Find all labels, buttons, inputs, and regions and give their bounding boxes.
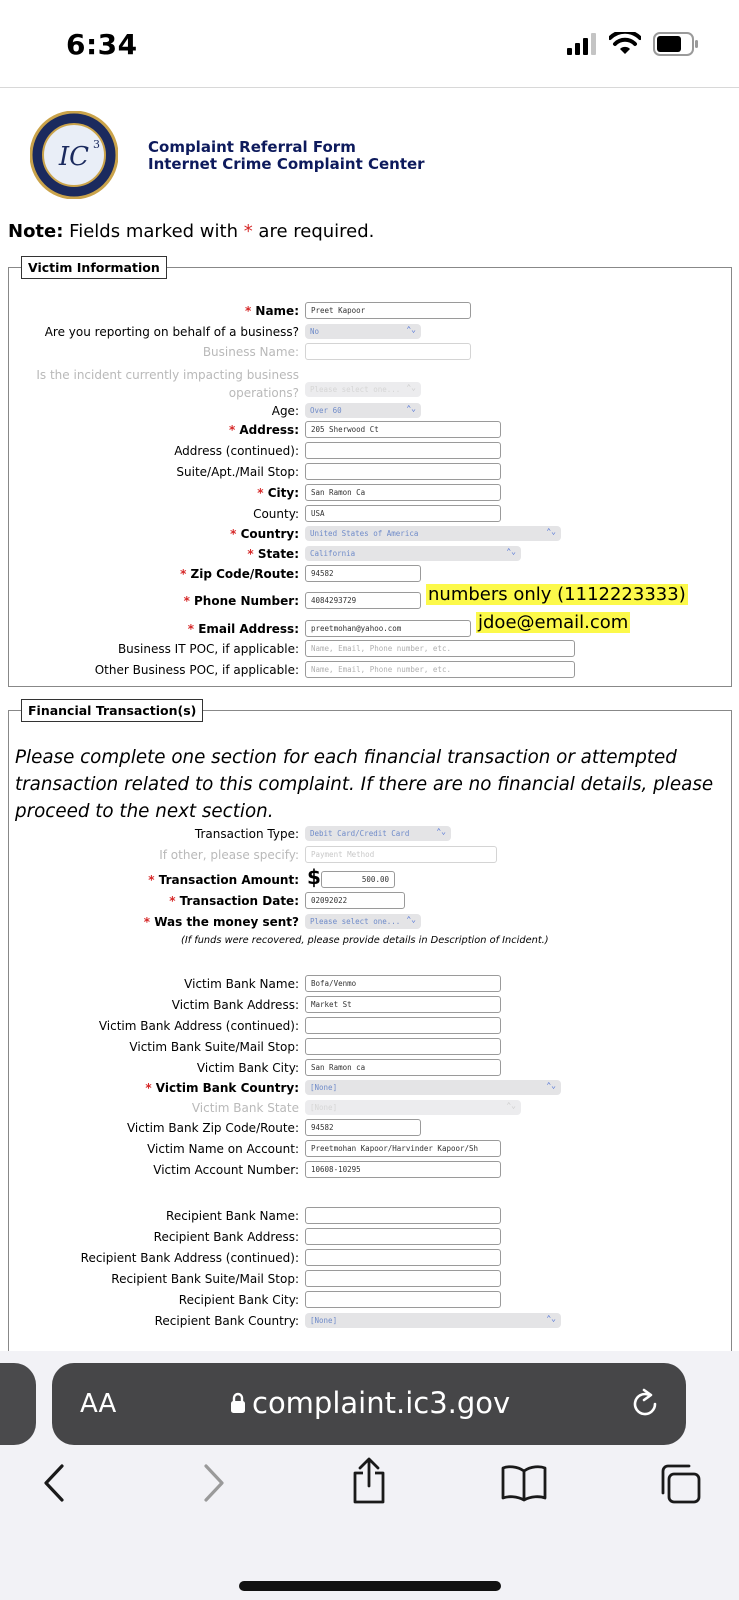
vbank-state-select[interactable]: [None] ⌃⌄ xyxy=(305,1100,521,1115)
rbank-address2-input[interactable] xyxy=(305,1249,501,1266)
status-icons xyxy=(567,32,699,56)
page-header xyxy=(30,111,720,201)
chevron-updown-icon: ⌃⌄ xyxy=(406,404,416,413)
url-text: complaint.ic3.gov xyxy=(252,1386,511,1420)
field-rbank-address: Recipient Bank Address: xyxy=(9,1228,733,1248)
rbank-country-select[interactable]: [None] ⌃⌄ xyxy=(305,1313,561,1328)
browser-nav-bar xyxy=(0,1463,739,1533)
field-transaction-type: Transaction Type: Debit Card/Credit Card ⌃⌄ xyxy=(9,825,733,845)
address-bar[interactable] xyxy=(52,1363,686,1445)
country-select[interactable]: United States of America ⌃⌄ xyxy=(305,526,561,541)
field-vbank-country: * Victim Bank Country: [None] ⌃⌄ xyxy=(9,1079,733,1099)
money-sent-select[interactable]: Please select one... ⌃⌄ xyxy=(305,914,421,929)
back-icon[interactable] xyxy=(40,1463,70,1503)
lock-icon xyxy=(230,1392,246,1414)
other-poc-input[interactable]: Name, Email, Phone number, etc. xyxy=(305,661,575,678)
status-bar xyxy=(0,0,739,88)
funds-recovered-note: (If funds were recovered, please provide details in Description of Incident.) xyxy=(181,935,549,946)
rbank-city-input[interactable] xyxy=(305,1291,501,1308)
it-poc-input[interactable]: Name, Email, Phone number, etc. xyxy=(305,640,575,657)
field-country: * Country: United States of America ⌃⌄ xyxy=(9,525,733,545)
reader-options-button[interactable]: AA xyxy=(80,1389,117,1419)
reload-icon[interactable] xyxy=(628,1387,662,1421)
victim-account-number-input[interactable]: 10608-10295 xyxy=(305,1161,501,1178)
field-money-sent: * Was the money sent? Please select one... ⌃⌄ xyxy=(9,913,733,933)
field-zip: * Zip Code/Route: 94582 xyxy=(9,565,733,585)
svg-text:IC: IC xyxy=(58,142,90,172)
field-vbank-address2: Victim Bank Address (continued): xyxy=(9,1017,733,1037)
web-page xyxy=(0,89,739,1351)
address-input[interactable]: 205 Sherwood Ct xyxy=(305,421,501,438)
url-display[interactable] xyxy=(230,1386,510,1420)
field-rbank-suite: Recipient Bank Suite/Mail Stop: xyxy=(9,1270,733,1290)
home-indicator xyxy=(239,1581,501,1591)
city-input[interactable]: San Ramon Ca xyxy=(305,484,501,501)
field-county: County: USA xyxy=(9,505,733,525)
chevron-updown-icon: ⌃⌄ xyxy=(406,383,416,392)
field-vbank-suite: Victim Bank Suite/Mail Stop: xyxy=(9,1038,733,1058)
svg-text:3: 3 xyxy=(93,138,100,151)
rbank-suite-input[interactable] xyxy=(305,1270,501,1287)
field-rbank-address2: Recipient Bank Address (continued): xyxy=(9,1249,733,1269)
financial-transactions-section xyxy=(8,703,732,1351)
field-other-type: If other, please specify: Payment Method xyxy=(9,846,733,866)
field-vbank-state: Victim Bank State [None] ⌃⌄ xyxy=(9,1099,733,1119)
note-text: Fields marked with xyxy=(63,221,244,242)
section-instructions: Please complete one section for each financial transaction or attempted transaction related to this complaint. If there are no financial details, please proceed to the next section. xyxy=(15,747,714,822)
phone-format-hint: numbers only (1112223333) xyxy=(428,584,686,605)
page-title xyxy=(148,139,425,173)
cellular-signal-icon xyxy=(567,33,597,55)
currency-symbol: $ xyxy=(307,865,321,889)
required-note xyxy=(8,221,374,242)
field-other-poc: Other Business POC, if applicable: Name, Email, Phone number, etc. xyxy=(9,661,733,681)
field-rbank-city: Recipient Bank City: xyxy=(9,1291,733,1311)
field-address2: Address (continued): xyxy=(9,442,733,462)
vbank-address-input[interactable]: Market St xyxy=(305,996,501,1013)
title-line-2: Internet Crime Complaint Center xyxy=(148,155,425,173)
business-name-input[interactable] xyxy=(305,343,471,360)
field-vbank-city: Victim Bank City: San Ramon ca xyxy=(9,1059,733,1079)
field-age: Age: Over 60 ⌃⌄ xyxy=(9,402,733,422)
bookmarks-icon[interactable] xyxy=(500,1463,548,1503)
field-address: * Address: 205 Sherwood Ct xyxy=(9,421,733,441)
county-input[interactable]: USA xyxy=(305,505,501,522)
safari-toolbar xyxy=(0,1351,739,1600)
field-rbank-name: Recipient Bank Name: xyxy=(9,1207,733,1227)
vbank-suite-input[interactable] xyxy=(305,1038,501,1055)
chevron-updown-icon: ⌃⌄ xyxy=(546,1314,556,1323)
rbank-name-input[interactable] xyxy=(305,1207,501,1224)
phone-input[interactable]: 4084293729 xyxy=(305,592,421,609)
field-name: * Name: Preet Kapoor xyxy=(9,302,733,322)
chevron-updown-icon: ⌃⌄ xyxy=(506,1101,516,1110)
field-business-name: Business Name: xyxy=(9,343,733,363)
vbank-city-input[interactable]: San Ramon ca xyxy=(305,1059,501,1076)
section-legend: Victim Information xyxy=(21,256,167,279)
age-select[interactable]: Over 60 ⌃⌄ xyxy=(305,403,421,418)
field-victim-account-name: Victim Name on Account: Preetmohan Kapoor/Harvinder Kapoor/Sh xyxy=(9,1140,733,1160)
vbank-address2-input[interactable] xyxy=(305,1017,501,1034)
ic3-seal-logo xyxy=(30,111,118,199)
wifi-icon xyxy=(609,32,641,56)
share-icon[interactable] xyxy=(350,1457,388,1505)
victim-info-section xyxy=(8,260,732,687)
transaction-type-select[interactable]: Debit Card/Credit Card ⌃⌄ xyxy=(305,826,451,841)
note-text-end: are required. xyxy=(252,221,375,242)
amount-input[interactable]: 500.00 xyxy=(321,871,395,888)
note-prefix: Note: xyxy=(8,221,64,242)
vbank-zip-input[interactable]: 94582 xyxy=(305,1119,421,1136)
chevron-updown-icon: ⌃⌄ xyxy=(546,1081,556,1090)
name-input[interactable]: Preet Kapoor xyxy=(305,302,471,319)
chevron-updown-icon: ⌃⌄ xyxy=(406,325,416,334)
email-input[interactable]: preetmohan@yahoo.com xyxy=(305,620,471,637)
field-victim-account-number: Victim Account Number: 10608-10295 xyxy=(9,1161,733,1181)
field-vbank-zip: Victim Bank Zip Code/Route: 94582 xyxy=(9,1119,733,1139)
field-it-poc: Business IT POC, if applicable: Name, Email, Phone number, etc. xyxy=(9,640,733,660)
field-amount: * Transaction Amount: $ 500.00 xyxy=(9,871,733,891)
required-star: * xyxy=(243,221,253,242)
field-phone: * Phone Number: 4084293729 numbers only (1112223333) xyxy=(183,584,686,608)
field-behalf: Are you reporting on behalf of a business? No ⌃⌄ xyxy=(9,323,733,343)
tabs-icon[interactable] xyxy=(658,1463,702,1505)
field-suite: Suite/Apt./Mail Stop: xyxy=(9,463,733,483)
chevron-updown-icon: ⌃⌄ xyxy=(436,827,446,836)
address2-input[interactable] xyxy=(305,442,501,459)
field-date: * Transaction Date: 02092022 xyxy=(9,892,733,912)
behalf-select[interactable]: No ⌃⌄ xyxy=(305,324,421,339)
suite-input[interactable] xyxy=(305,463,501,480)
chevron-updown-icon: ⌃⌄ xyxy=(406,915,416,924)
field-email: * Email Address: preetmohan@yahoo.com jdoe@email.com xyxy=(187,612,629,636)
victim-account-name-input[interactable]: Preetmohan Kapoor/Harvinder Kapoor/Sh xyxy=(305,1140,501,1157)
other-type-input[interactable]: Payment Method xyxy=(305,846,497,863)
date-input[interactable]: 02092022 xyxy=(305,892,405,909)
chevron-updown-icon: ⌃⌄ xyxy=(506,547,516,556)
section-legend: Financial Transaction(s) xyxy=(21,699,203,722)
field-vbank-name: Victim Bank Name: Bofa/Venmo xyxy=(9,975,733,995)
forward-icon[interactable] xyxy=(198,1463,228,1503)
field-state: * State: California ⌃⌄ xyxy=(9,545,733,565)
vbank-country-select[interactable]: [None] ⌃⌄ xyxy=(305,1080,561,1095)
battery-icon xyxy=(653,32,699,56)
field-city: * City: San Ramon Ca xyxy=(9,484,733,504)
field-vbank-address: Victim Bank Address: Market St xyxy=(9,996,733,1016)
rbank-address-input[interactable] xyxy=(305,1228,501,1245)
previous-tab-preview[interactable] xyxy=(0,1363,36,1445)
state-select[interactable]: California ⌃⌄ xyxy=(305,546,521,561)
incident-impact-select[interactable]: Please select one... ⌃⌄ xyxy=(305,382,421,397)
title-line-1: Complaint Referral Form xyxy=(148,138,356,156)
field-incident-impact: Is the incident currently impacting business operations? Please select one... ⌃⌄ xyxy=(9,372,733,392)
email-format-hint: jdoe@email.com xyxy=(478,612,629,633)
status-time: 6:34 xyxy=(66,28,138,61)
zip-input[interactable]: 94582 xyxy=(305,565,421,582)
chevron-updown-icon: ⌃⌄ xyxy=(546,527,556,536)
vbank-name-input[interactable]: Bofa/Venmo xyxy=(305,975,501,992)
field-rbank-country: Recipient Bank Country: [None] ⌃⌄ xyxy=(9,1312,733,1332)
